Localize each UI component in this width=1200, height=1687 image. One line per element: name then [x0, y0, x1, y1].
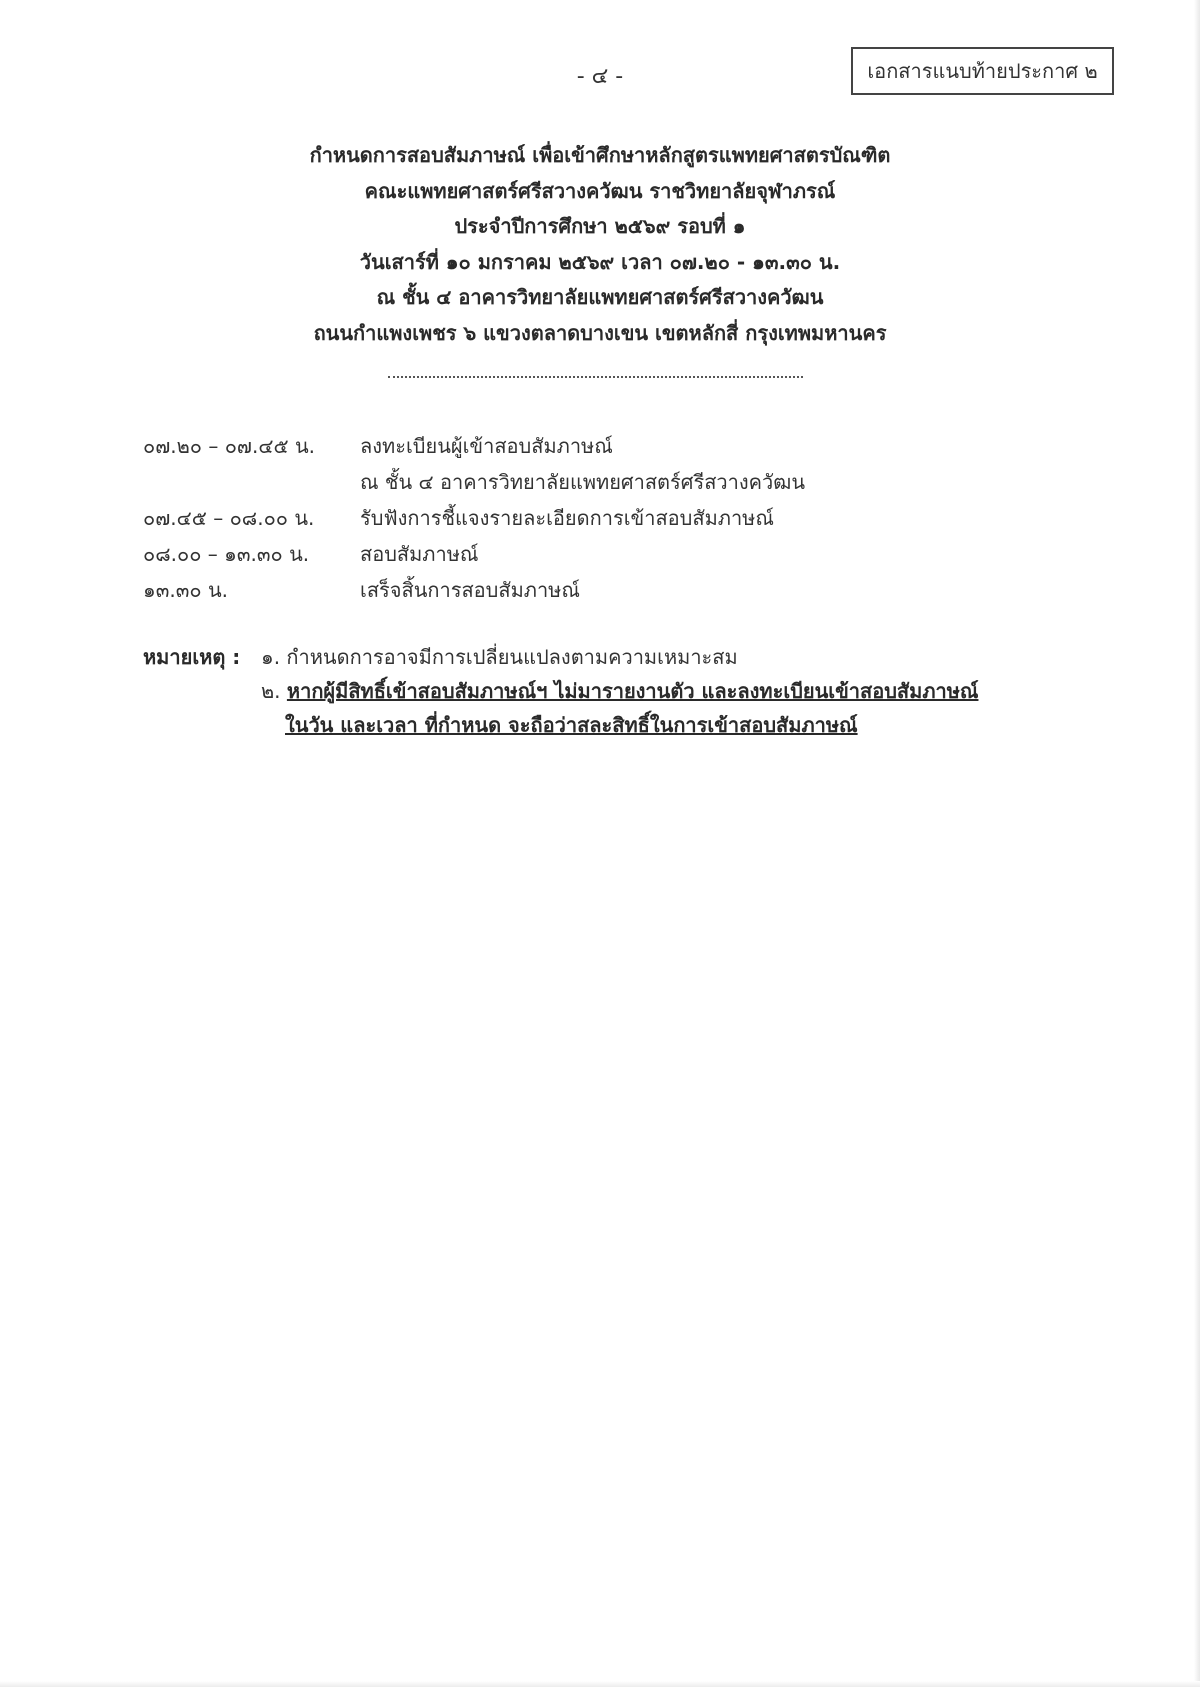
schedule-time: ๐๘.๐๐ – ๑๓.๓๐ น. [143, 542, 310, 566]
schedule-row [143, 500, 1043, 536]
note-item-2 [261, 674, 978, 708]
header-line-2: คณะแพทยศาสตร์ศรีสวางควัฒน ราชวิทยาลัยจุฬาภรณ์ [364, 178, 836, 203]
attachment-label-box [851, 47, 1114, 95]
schedule-time: ๑๓.๓๐ น. [143, 578, 228, 602]
notes-section [143, 640, 1063, 742]
header-line-4: วันเสาร์ที่ ๑๐ มกราคม ๒๕๖๙ เวลา ๐๗.๒๐ - ๑๓.๓๐ น. [359, 249, 841, 274]
header-line-5: ณ ชั้น ๔ อาคารวิทยาลัยแพทยศาสตร์ศรีสวางควัฒน [376, 285, 824, 309]
note-line-3 [143, 708, 1063, 742]
document-header [180, 138, 1020, 351]
note-item-2-text: หากผู้มีสิทธิ์เข้าสอบสัมภาษณ์ฯ ไม่มารายงานตัว และลงทะเบียนเข้าสอบสัมภาษณ์ [286, 679, 979, 703]
note-item-1: ๑. กำหนดการอาจมีการเปลี่ยนแปลงตามความเหมาะสม [261, 645, 738, 669]
schedule-desc: เสร็จสิ้นการสอบสัมภาษณ์ [360, 578, 580, 602]
attachment-label: เอกสารแนบท้ายประกาศ ๒ [867, 59, 1098, 83]
header-line-6: ถนนกำแพงเพชร ๖ แขวงตลาดบางเขน เขตหลักสี่ กรุงเทพมหานคร [313, 320, 887, 345]
header-line-1: กำหนดการสอบสัมภาษณ์ เพื่อเข้าศึกษาหลักสูตรแพทยศาสตรบัณฑิต [309, 143, 891, 167]
schedule-list [143, 428, 1043, 608]
page-number: - ๔ - [576, 64, 624, 89]
note-item-2-continuation: ในวัน และเวลา ที่กำหนด จะถือว่าสละสิทธิ์ในการเข้าสอบสัมภาษณ์ [285, 713, 858, 737]
schedule-desc: สอบสัมภาษณ์ [360, 542, 479, 566]
schedule-desc: รับฟังการชี้แจงรายละเอียดการเข้าสอบสัมภาษณ์ [360, 506, 774, 530]
schedule-desc: ณ ชั้น ๔ อาคารวิทยาลัยแพทยศาสตร์ศรีสวางควัฒน [360, 470, 805, 494]
note-line-2 [143, 674, 1063, 708]
schedule-time: ๐๗.๔๕ – ๐๘.๐๐ น. [143, 506, 315, 530]
schedule-row [143, 572, 1043, 608]
schedule-row [143, 464, 1043, 500]
schedule-row [143, 428, 1043, 464]
schedule-time: ๐๗.๒๐ – ๐๗.๔๕ น. [143, 434, 315, 458]
dotted-divider [388, 376, 803, 378]
page-bottom-shadow [0, 1681, 1200, 1687]
schedule-row [143, 536, 1043, 572]
note-line-1 [143, 640, 1063, 674]
header-line-3: ประจำปีการศึกษา ๒๕๖๙ รอบที่ ๑ [454, 214, 746, 238]
page-edge-shadow [1194, 0, 1200, 1687]
note-item-2-number: ๒. [261, 679, 281, 703]
notes-label: หมายเหตุ : [143, 645, 241, 669]
schedule-desc: ลงทะเบียนผู้เข้าสอบสัมภาษณ์ [360, 434, 613, 458]
